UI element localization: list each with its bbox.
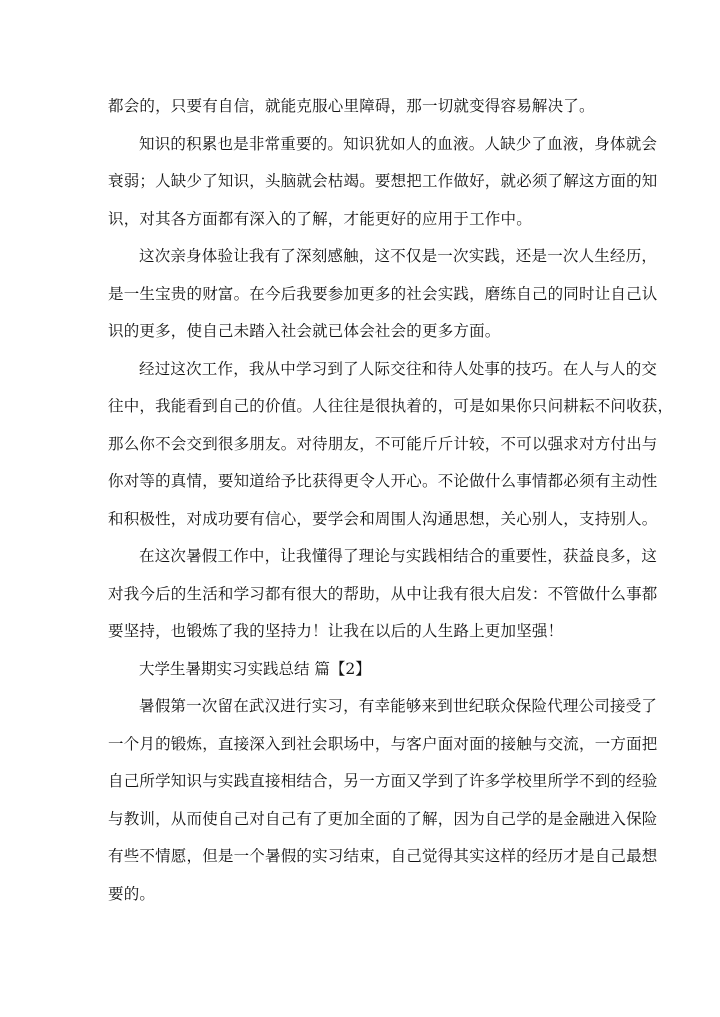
text-line: 那么你不会交到很多朋友。对待朋友，不可能斤斤计较，不可以强求对方付出与 — [108, 434, 658, 453]
text-line: 你对等的真情，要知道给予比获得更令人开心。不论做什么事情都必须有主动性 — [108, 472, 658, 490]
text-line: 有些不情愿，但是一个暑假的实习结束，自己觉得其实这样的经历才是自己最想 — [108, 847, 658, 865]
text-line: 经过这次工作，我从中学习到了人际交往和待人处事的技巧。在人与人的交 — [139, 359, 658, 378]
section-heading: 大学生暑期实习实践总结 篇【2】 — [139, 659, 371, 678]
paragraph-interpersonal — [108, 351, 674, 539]
text-line: 暑假第一次留在武汉进行实习，有幸能够来到世纪联众保险代理公司接受了 — [139, 697, 658, 715]
text-line: 往中，我能看到自己的价值。人往往是很执着的，可是如果你只问耕耘不问收获， — [108, 397, 674, 415]
text-line: 和积极性，对成功要有信心，要学会和周围人沟通思想，关心别人，支持别人。 — [108, 509, 658, 528]
text-line: 这次亲身体验让我有了深刻感触，这不仅是一次实践，还是一次人生经历， — [139, 247, 658, 265]
text-line: 都会的，只要有自信，就能克服心里障碍，那一切就变得容易解决了。 — [108, 97, 595, 115]
text-line: 要坚持，也锻炼了我的坚持力！让我在以后的人生路上更加坚强！ — [108, 622, 564, 640]
text-line: 在这次暑假工作中，让我懂得了理论与实践相结合的重要性，获益良多，这 — [139, 547, 658, 565]
paragraph-internship — [108, 688, 658, 913]
text-line: 衰弱；人缺少了知识，头脑就会枯竭。要想把工作做好，就必须了解这方面的知 — [108, 172, 658, 190]
text-line: 一个月的锻炼，直接深入到社会职场中，与客户面对面的接触与交流，一方面把 — [108, 734, 658, 753]
paragraph-knowledge — [108, 126, 658, 239]
text-line: 自己所学知识与实践直接相结合，另一方面又学到了许多学校里所学不到的经验 — [108, 772, 658, 790]
text-line: 要的。 — [108, 884, 156, 903]
text-line: 知识的积累也是非常重要的。知识犹如人的血液。人缺少了血液，身体就会 — [139, 134, 658, 153]
text-line: 对我今后的生活和学习都有很大的帮助，从中让我有很大启发：不管做什么事都 — [108, 584, 658, 603]
text-line: 与教训，从而使自己对自己有了更加全面的了解，因为自己学的是金融进入保险 — [108, 809, 658, 828]
text-line: 识，对其各方面都有深入的了解，才能更好的应用于工作中。 — [108, 209, 532, 228]
paragraph-experience — [108, 238, 658, 351]
paragraph-summer-work — [108, 538, 658, 651]
paragraph-continuation — [108, 88, 616, 126]
text-line: 识的更多，使自己未踏入社会就已体会社会的更多方面。 — [108, 322, 501, 340]
text-line: 是一生宝贵的财富。在今后我要参加更多的社会实践，磨练自己的同时让自己认 — [108, 284, 658, 303]
document-page — [108, 88, 674, 913]
